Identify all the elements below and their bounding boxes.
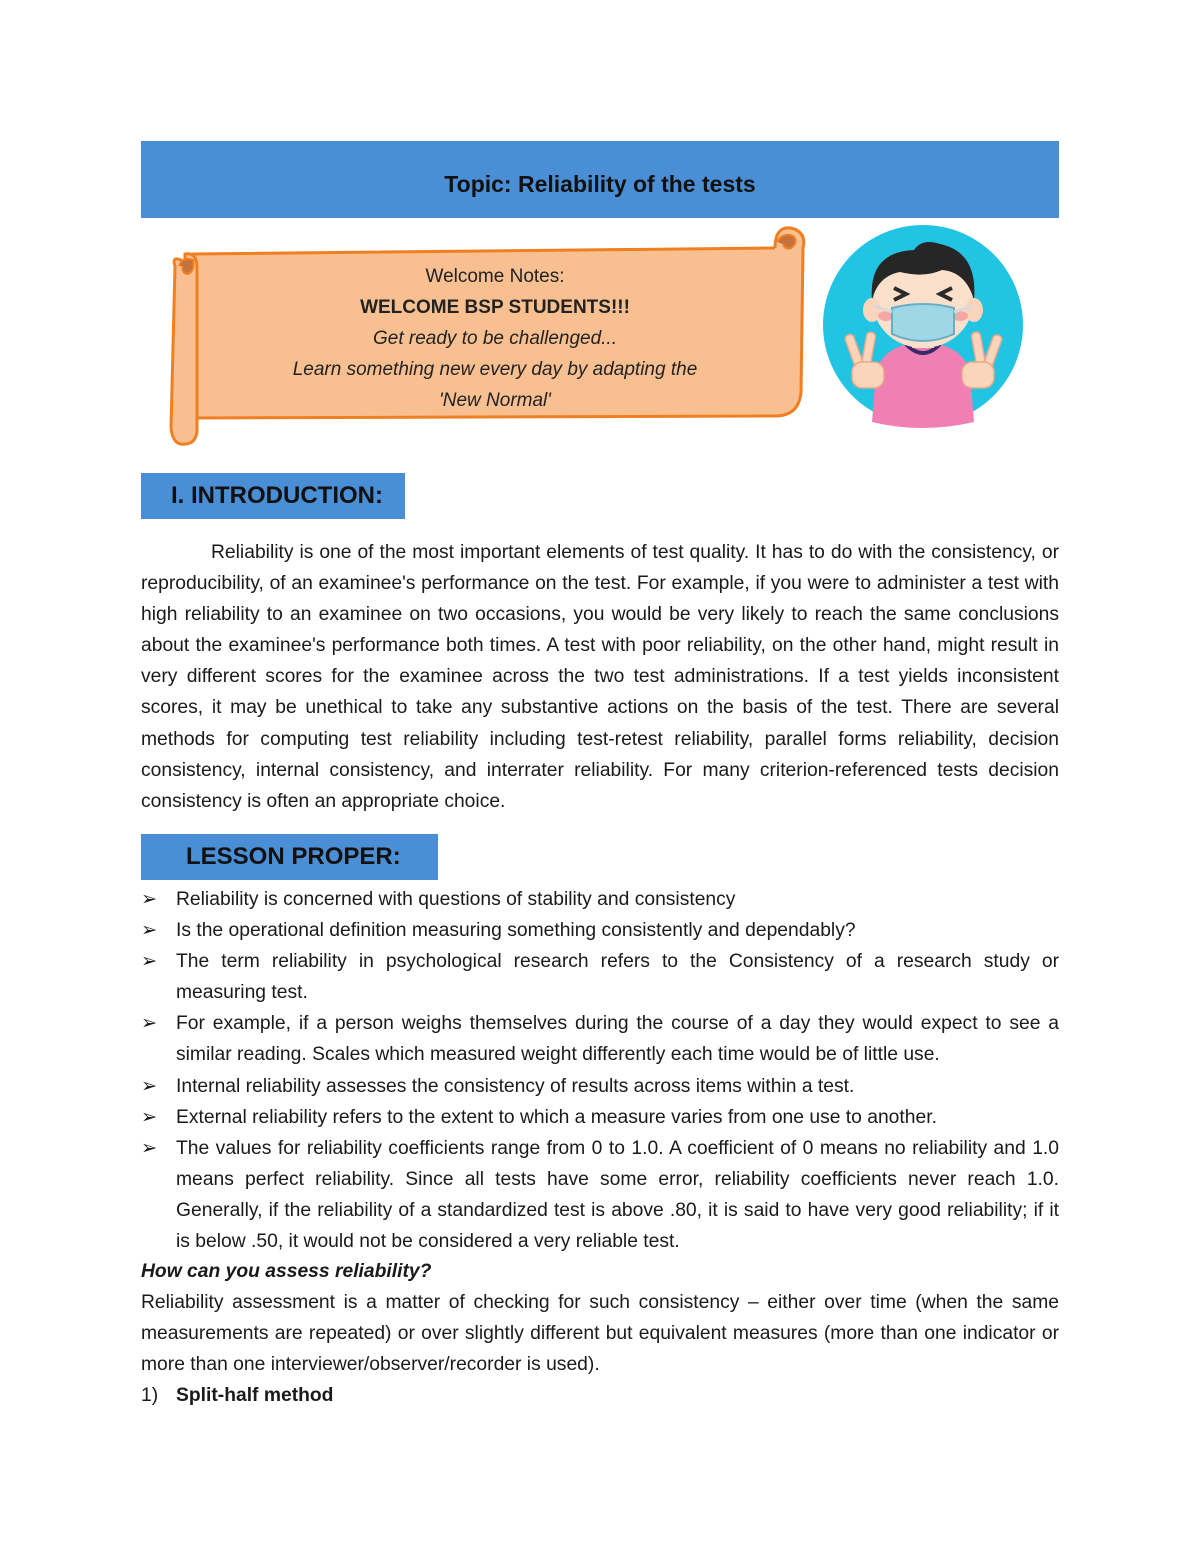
arrow-bullet-icon: ➢: [141, 951, 158, 973]
arrow-bullet-icon: ➢: [141, 889, 158, 910]
method-title: Split-half method: [176, 1385, 334, 1406]
welcome-line-3: 'New Normal': [439, 390, 551, 411]
welcome-line-1: Get ready to be challenged...: [373, 328, 617, 349]
list-item: [141, 946, 1059, 1008]
list-item: [141, 915, 1059, 946]
list-item-text: For example, if a person weighs themselves during the course of a day they would expect to see a similar reading. Scales which measured weight differently each time would be of little use.: [176, 1013, 1059, 1066]
method-number: 1): [141, 1385, 159, 1406]
welcome-heading: Welcome Notes:: [425, 266, 565, 287]
arrow-bullet-icon: ➢: [141, 1137, 158, 1159]
welcome-notes: [210, 261, 780, 416]
arrow-bullet-icon: ➢: [141, 920, 158, 942]
arrow-bullet-icon: ➢: [141, 1106, 158, 1128]
list-item-text: Internal reliability assesses the consistency of results across items within a test.: [176, 1075, 855, 1097]
introduction-paragraph: Reliability is one of the most important elements of test quality. It has to do with the consistency, or reproducibility, of an examinee's performance on the test. For example, if you were to administer a test with high reliability to an examinee on two occasions, you would be very likely to reach the same conclusions about the examinee's performance both times. A test with poor reliability, on the other hand, might result in very different scores for the examinee across the two test administrations. If a test yields inconsistent scores, it may be unethical to take any substantive actions on the basis of the test. There are several methods for computing test reliability including test-retest reliability, parallel forms reliability, decision consistency, internal consistency, and interrater reliability. For many criterion-referenced tests decision consistency is often an appropriate choice.: [141, 542, 1059, 812]
list-item: [141, 1133, 1059, 1257]
lesson-heading-box: [141, 834, 438, 880]
method-heading: [141, 1380, 333, 1411]
introduction-heading-box: [141, 473, 405, 519]
masked-student-illustration: [814, 222, 1032, 428]
list-item: [141, 1008, 1059, 1070]
introduction-heading: I. INTRODUCTION:: [171, 482, 383, 509]
list-item-text: The values for reliability coefficients range from 0 to 1.0. A coefficient of 0 means no reliability and 1.0 means perfect reliability. Since all tests have some error, reliability coefficients never reach 1.0. Generally, if the reliability of a standardized test is above .80, it is said to have very good reliability; if it is below .50, it would not be considered a very reliable test.: [176, 1137, 1059, 1253]
welcome-title: WELCOME BSP STUDENTS!!!: [360, 297, 630, 318]
list-item: [141, 1071, 1059, 1102]
lesson-heading: LESSON PROPER:: [186, 843, 401, 870]
list-item-text: Reliability is concerned with questions of stability and consistency: [176, 889, 736, 910]
face-mask: [892, 304, 954, 341]
assessment-paragraph: Reliability assessment is a matter of checking for such consistency – either over time (when the same measurements are repeated) or over slightly different but equivalent measures (more than one indicator or more than one interviewer/observer/recorder is used).: [141, 1292, 1059, 1376]
page-title: Topic: Reliability of the tests: [444, 171, 756, 197]
arrow-bullet-icon: ➢: [141, 1013, 158, 1035]
list-item: [141, 1102, 1059, 1133]
list-item: [141, 884, 1059, 915]
lesson-bullet-list: [141, 884, 1059, 1257]
list-item-text: External reliability refers to the extent to which a measure varies from one use to another.: [176, 1106, 937, 1128]
assessment-question: How can you assess reliability?: [141, 1261, 432, 1282]
arrow-bullet-icon: ➢: [141, 1075, 158, 1097]
welcome-line-2: Learn something new every day by adapting the: [292, 359, 698, 380]
topic-header-bar: [141, 141, 1059, 218]
list-item-text: Is the operational definition measuring something consistently and dependably?: [176, 920, 856, 942]
list-item-text: The term reliability in psychological research refers to the Consistency of a research study or measuring test.: [176, 951, 1059, 1004]
scroll-roll-left: [171, 254, 197, 444]
